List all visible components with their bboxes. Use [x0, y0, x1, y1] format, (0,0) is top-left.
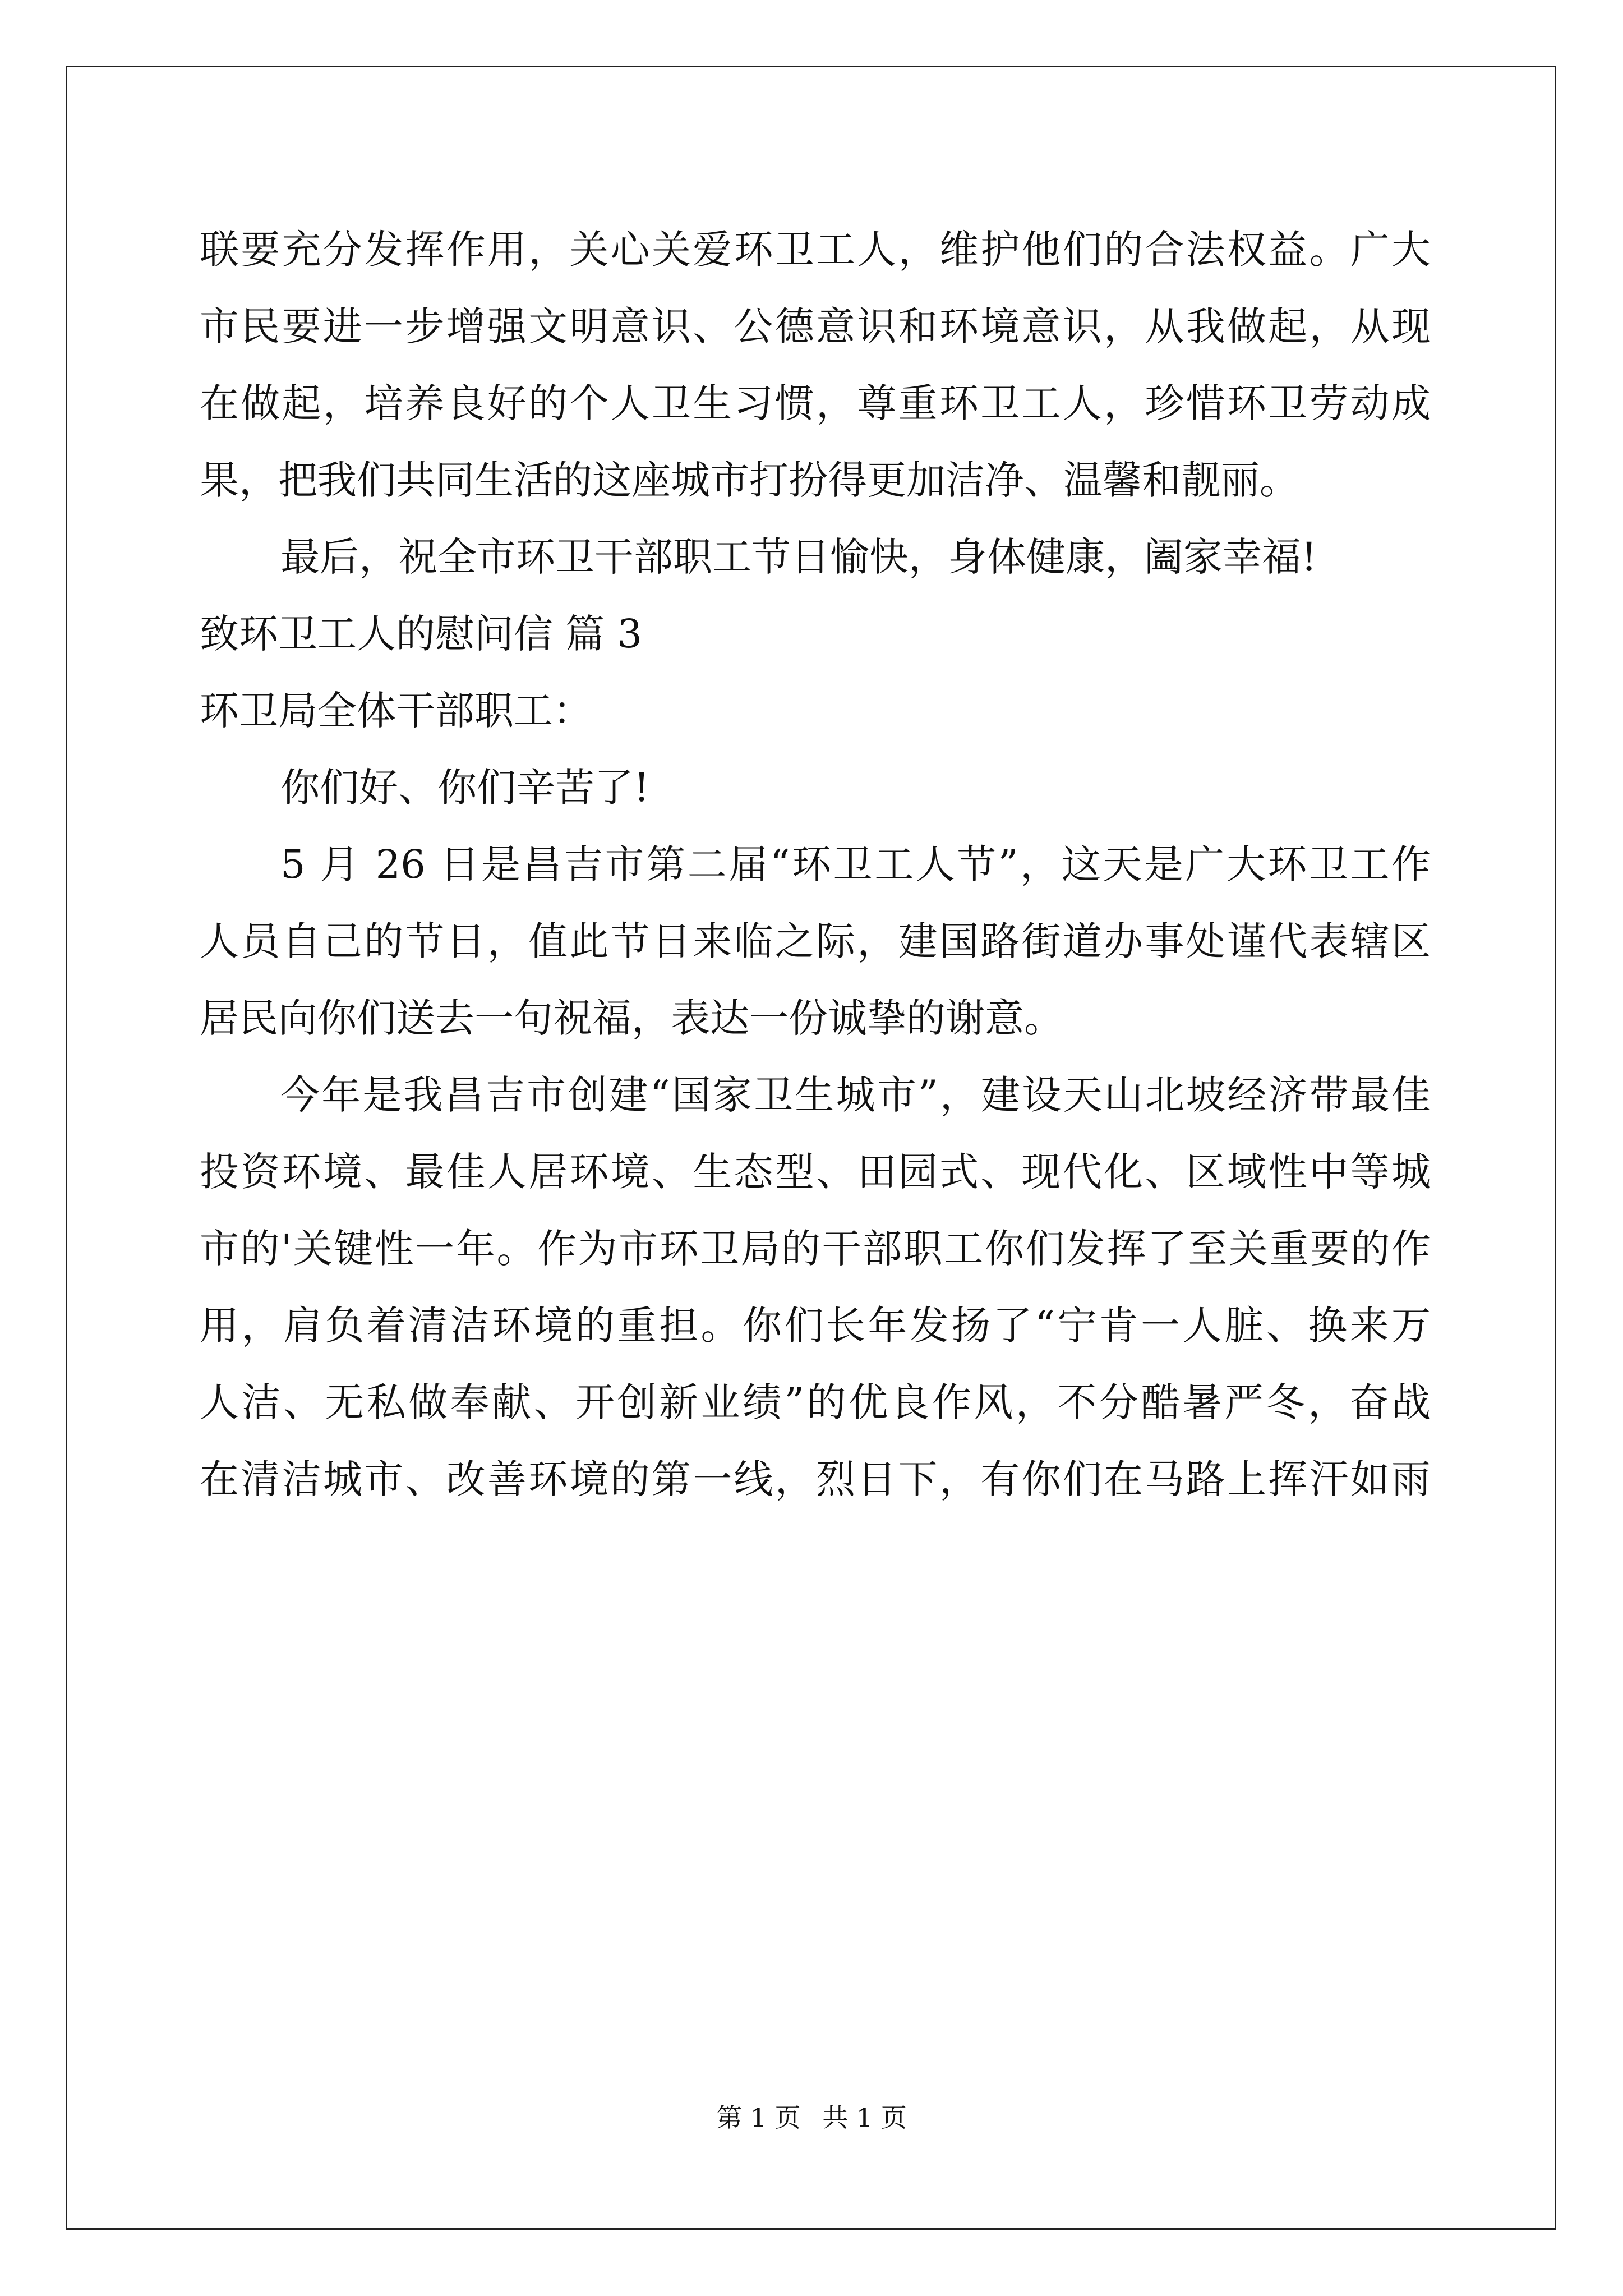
section-heading: 致环卫工人的慰问信 篇 3 — [200, 611, 643, 657]
text-line: 用，肩负着清洁环境的重担。你们长年发扬了“宁肯一人脏、换来万 — [200, 1303, 1431, 1349]
text-line: 在做起，培养良好的个人卫生习惯，尊重环卫工人，珍惜环卫劳动成 — [200, 380, 1431, 426]
text-line: 联要充分发挥作用，关心关爱环卫工人，维护他们的合法权益。广大 — [200, 227, 1431, 273]
text-line: 投资环境、最佳人居环境、生态型、田园式、现代化、区域性中等城 — [200, 1149, 1431, 1195]
page-number: 第 1 页 — [716, 2102, 801, 2133]
page-total: 共 1 页 — [822, 2102, 907, 2133]
text-line: 在清洁城市、改善环境的第一线，烈日下，有你们在马路上挥汗如雨 — [200, 1456, 1431, 1502]
text-line: 5 月 26 日是昌吉市第二届“环卫工人节”，这天是广大环卫工作 — [280, 841, 1431, 887]
text-line: 居民向你们送去一句祝福，表达一份诚挚的谢意。 — [200, 995, 1063, 1041]
text-line: 最后，祝全市环卫干部职工节日愉快，身体健康，阖家幸福! — [280, 534, 1317, 580]
text-line: 市民要进一步增强文明意识、公德意识和环境意识，从我做起，从现 — [200, 303, 1431, 349]
text-line: 人员自己的节日，值此节日来临之际，建国路街道办事处谨代表辖区 — [200, 918, 1431, 964]
salutation: 环卫局全体干部职工： — [200, 688, 592, 734]
text-line: 今年是我昌吉市创建“国家卫生城市”，建设天山北坡经济带最佳 — [280, 1072, 1431, 1118]
page-footer — [0, 2101, 1623, 2134]
text-line: 市的'关键性一年。作为市环卫局的干部职工你们发挥了至关重要的作 — [200, 1226, 1431, 1272]
text-line: 果，把我们共同生活的这座城市打扮得更加洁净、温馨和靓丽。 — [200, 457, 1299, 503]
greeting: 你们好、你们辛苦了! — [280, 765, 650, 811]
text-line: 人洁、无私做奉献、开创新业绩”的优良作风，不分酷暑严冬，奋战 — [200, 1379, 1431, 1425]
